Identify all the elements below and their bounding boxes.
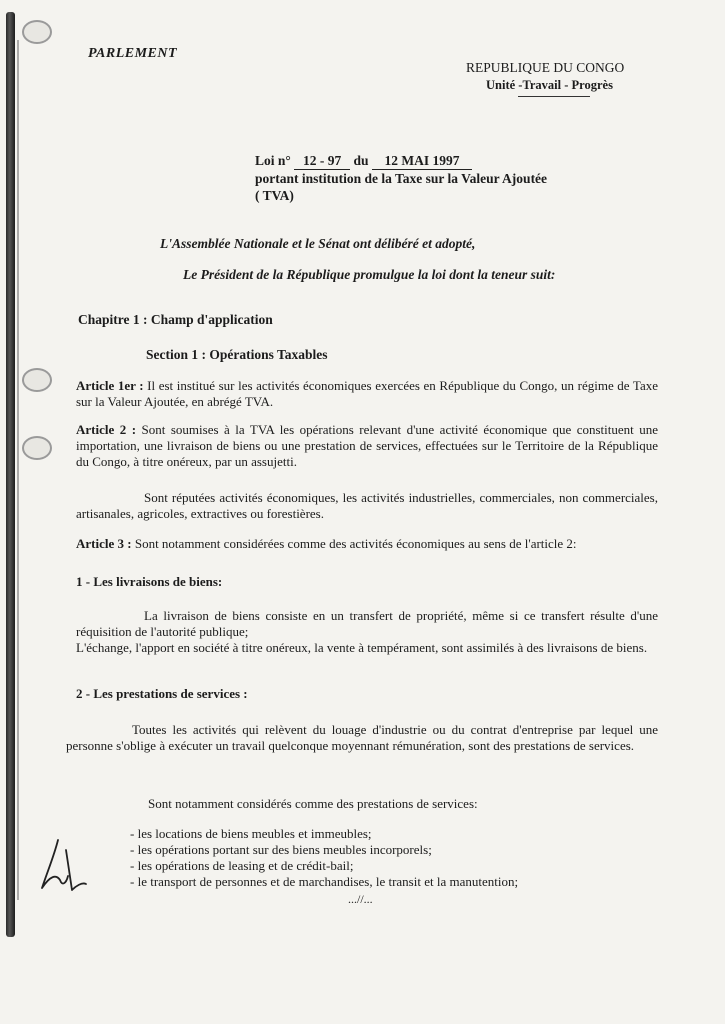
article-1-label: Article 1er :: [76, 378, 144, 393]
law-number: 12 - 97: [294, 152, 350, 170]
article-2-label: Article 2 :: [76, 422, 137, 437]
article-3-text: Sont notamment considérées comme des activités économiques au sens de l'article 2:: [134, 536, 577, 551]
binding-edge: [17, 40, 19, 900]
sub1-text-2: L'échange, l'apport en société à titre onéreux, la vente à tempérament, sont assimilés à des livraisons de biens.: [76, 640, 648, 655]
law-prefix: Loi n°: [255, 153, 291, 168]
law-date: 12 MAI 1997: [372, 152, 472, 170]
article-2: [76, 422, 658, 470]
chapter-heading: Chapitre 1 : Champ d'application: [78, 312, 273, 327]
sub2-text-2: Sont notamment considérés comme des prestations de services:: [148, 796, 478, 811]
sub2-text-1: Toutes les activités qui relèvent du louage d'industrie ou du contrat d'entreprise par lequel une personne s'oblige à exécuter un travail quelconque moyennant rémunération, sont des prestations de services.: [66, 722, 658, 753]
header-motto: Unité -Travail - Progrès: [486, 78, 613, 92]
section-heading: Section 1 : Opérations Taxables: [146, 347, 328, 362]
sub2-heading: 2 - Les prestations de services :: [76, 686, 248, 701]
sub1-heading: 1 - Les livraisons de biens:: [76, 574, 223, 589]
article-3-label: Article 3 :: [76, 536, 132, 551]
header-country: REPUBLIQUE DU CONGO: [466, 60, 625, 75]
article-3: [76, 536, 577, 552]
list-item: - les opérations de leasing et de crédit-bail;: [130, 858, 354, 873]
sub1-text-1: La livraison de biens consiste en un transfert de propriété, même si ce transfert résulte d'une réquisition de l'autorité publique;: [76, 608, 658, 639]
punch-hole: [22, 368, 52, 392]
article-2-definition: Sont réputées activités économiques, les activités industrielles, commerciales, non commerciales, artisanales, agricoles, extractives ou forestières.: [76, 490, 658, 521]
law-subtitle: portant institution de la Taxe sur la Valeur Ajoutée: [255, 171, 548, 186]
list-item: - le transport de personnes et de marchandises, le transit et la manutention;: [130, 874, 519, 889]
article-2-text: Sont soumises à la TVA les opérations relevant d'une activité économique que constituent une importation, une livraison de biens ou une prestation de services, effectuées sur le Territoire de la République du Congo, à titre onéreux, par un assujetti.: [76, 422, 658, 469]
article-1: [76, 378, 658, 410]
punch-hole: [22, 436, 52, 460]
continuation-mark: ...//...: [348, 892, 373, 906]
punch-hole: [22, 20, 52, 44]
preamble-line-1: L'Assemblée Nationale et le Sénat ont délibéré et adopté,: [160, 236, 476, 251]
binding-spine: [6, 12, 15, 937]
preamble-line-2: Le Président de la République promulgue la loi dont la teneur suit:: [183, 267, 556, 282]
list-item: - les opérations portant sur des biens meubles incorporels;: [130, 842, 432, 857]
article-1-text: Il est institué sur les activités économiques exercées en République du Congo, un régime de Taxe sur la Valeur Ajoutée, en abrégé TVA.: [76, 378, 659, 409]
header-rule: [518, 96, 590, 97]
handwritten-initials: [36, 836, 96, 896]
list-item: - les locations de biens meubles et immeubles;: [130, 826, 372, 841]
law-title: [255, 152, 547, 204]
law-subtitle-abbrev: ( TVA): [255, 188, 294, 203]
law-du: du: [353, 153, 369, 168]
header-parlement: PARLEMENT: [88, 46, 178, 61]
